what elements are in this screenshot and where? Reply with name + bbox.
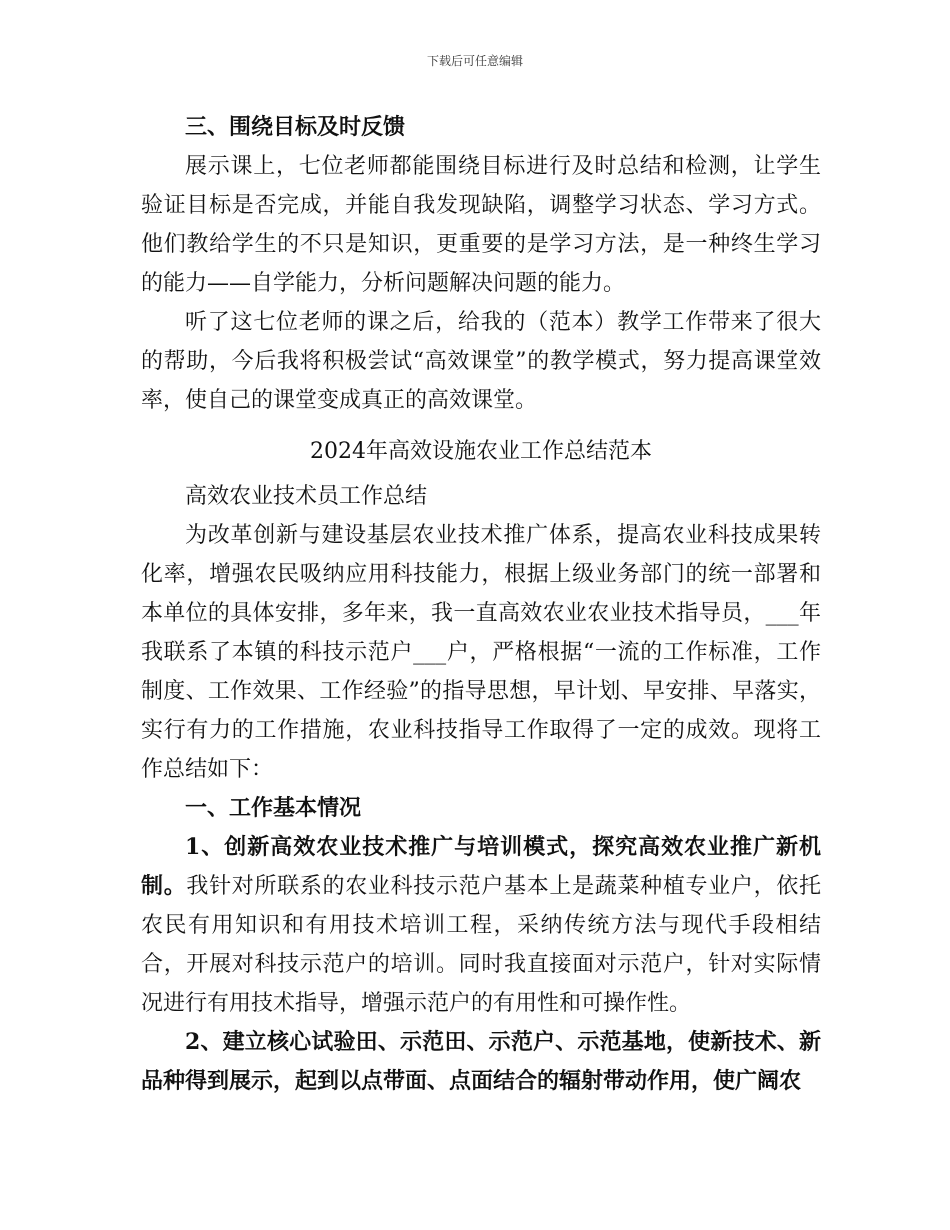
list-item-paragraph (141, 828, 821, 1023)
document-subtitle: 高效农业技术员工作总结 (185, 484, 428, 509)
paragraph: 听了这七位老师的课之后，给我的（范本）教学工作带来了很大的帮助，今后我将积极尝试“高效课堂”的教学模式，努力提高课堂效率，使自己的课堂变成真正的高效课堂。 (141, 310, 821, 413)
item-text: 我针对所联系的农业科技示范户基本上是蔬菜种植专业户，依托农民有用知识和有用技术培训工程，采纳传统方法与现代手段相结合，开展对科技示范户的培训。同时我直接面对示范户，针对实际情况进行有用技术指导，增强示范户的有用性和可操作性。 (141, 874, 821, 1016)
paragraph: 展示课上，七位老师都能围绕目标进行及时总结和检测，让学生验证目标是否完成，并能自我发现缺陷，调整学习状态、学习方式。他们教给学生的不只是知识，更重要的是学习方法，是一种终生学习的能力——自学能力，分析问题解决问题的能力。 (141, 154, 821, 296)
section-heading: 三、围绕目标及时反馈 (185, 114, 406, 140)
document-title: 2024年高效设施农业工作总结范本 (310, 439, 652, 464)
header-watermark: 下载后可任意编辑 (426, 54, 523, 68)
paragraph: 为改革创新与建设基层农业技术推广体系，提高农业科技成果转化率，增强农民吸纳应用科技能力，根据上级业务部门的统一部署和本单位的具体安排，多年来，我一直高效农业农业技术指导员，___年我联系了本镇的科技示范户___户，严格根据“一流的工作标准，工作制度、工作效果、工作经验”的指导思想，早计划、早安排、早落实，实行有力的工作措施，农业科技指导工作取得了一定的成效。现将工作总结如下： (141, 523, 821, 782)
section-heading: 一、工作基本情况 (185, 795, 362, 821)
item-lead: 1、创新高效农业技术推广与培训模式，探究高效农业推广新机制。 (141, 834, 821, 899)
list-item-paragraph: 2、建立核心试验田、示范田、示范户、示范基地，使新技术、新品种得到展示，起到以点带面、点面结合的辐射带动作用，使广阔农 (141, 1029, 821, 1094)
document-body (141, 108, 821, 1101)
